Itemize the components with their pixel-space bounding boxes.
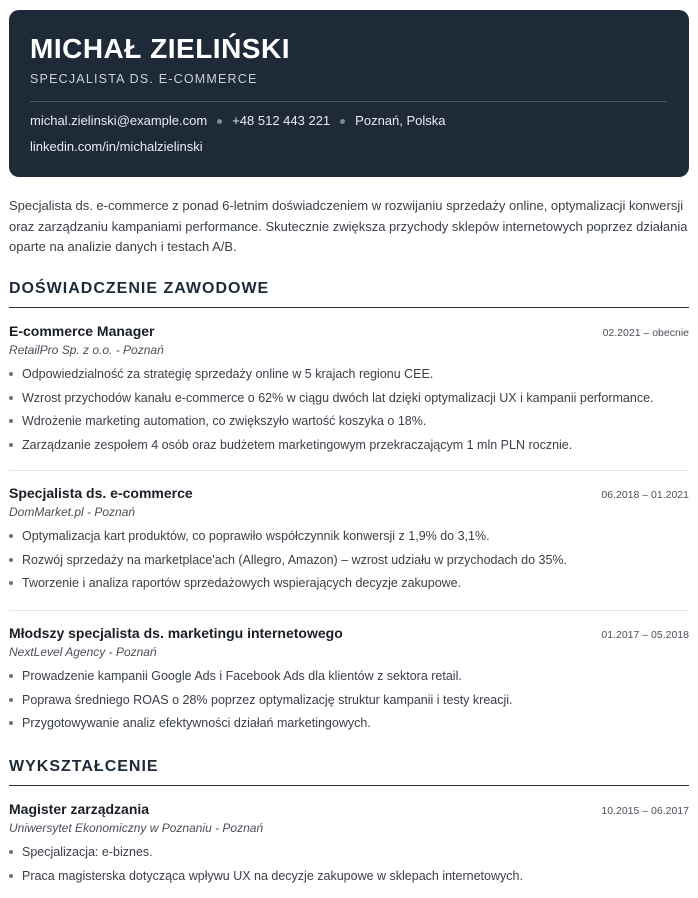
list-item: Zarządzanie zespołem 4 osób oraz budżetem marketingowym przekraczającym 1 mln PLN rocznie. xyxy=(9,437,689,453)
contact-info xyxy=(30,113,668,155)
education-entry xyxy=(9,800,689,884)
list-item: Wzrost przychodów kanału e-commerce o 62% w ciągu dwóch lat dzięki optymalizacji UX i kampanii performance. xyxy=(9,390,689,406)
list-item: Praca magisterska dotycząca wpływu UX na decyzje zakupowe w sklepach internetowych. xyxy=(9,868,689,884)
list-item: Prowadzenie kampanii Google Ads i Facebook Ads dla klientów z sektora retail. xyxy=(9,668,689,684)
resume-header xyxy=(9,10,689,177)
separator-dot-icon xyxy=(340,119,345,124)
education-bullets xyxy=(9,844,689,884)
list-item: Rozwój sprzedaży na marketplace'ach (Allegro, Amazon) – wzrost udziału w przychodach do 35%. xyxy=(9,552,689,568)
header-divider xyxy=(30,101,667,102)
list-item: Odpowiedzialność za strategię sprzedaży online w 5 krajach regionu CEE. xyxy=(9,366,689,382)
person-name: MICHAŁ ZIELIŃSKI xyxy=(30,33,290,64)
email-link[interactable]: michal.zielinski@example.com xyxy=(30,113,208,128)
location: Poznań, Polska xyxy=(355,113,446,128)
section-heading-experience: DOŚWIADCZENIE ZAWODOWE xyxy=(9,279,689,308)
profile-summary: Specjalista ds. e-commerce z ponad 6-letnim doświadczeniem w rozwijaniu sprzedaży online, optymalizacji konwersji oraz zarządzaniu kampaniami performance. Skutecznie zwiększa przychody sklepów internetowych poprzez działania oparte na analizie danych i testach A/B. xyxy=(9,198,688,254)
job-company: NextLevel Agency - Poznań xyxy=(9,645,157,659)
job-date: 02.2021 – obecnie xyxy=(602,327,689,339)
job-entry xyxy=(9,624,689,731)
phone-number[interactable]: +48 512 443 221 xyxy=(232,113,331,128)
list-item: Poprawa średniego ROAS o 28% poprzez optymalizację struktur kampanii i testy kreacji. xyxy=(9,692,689,708)
education-date: 10.2015 – 06.2017 xyxy=(601,805,689,817)
job-bullets xyxy=(9,528,689,591)
job-title: E-commerce Manager xyxy=(9,323,155,339)
job-date: 01.2017 – 05.2018 xyxy=(601,629,689,641)
entry-divider xyxy=(9,470,689,471)
list-item: Wdrożenie marketing automation, co zwiększyło wartość koszyka o 18%. xyxy=(9,413,689,429)
job-bullets xyxy=(9,366,689,453)
separator-dot-icon xyxy=(217,119,222,124)
job-company: DomMarket.pl - Poznań xyxy=(9,505,136,519)
list-item: Specjalizacja: e-biznes. xyxy=(9,844,689,860)
linkedin-link[interactable]: linkedin.com/in/michalzielinski xyxy=(30,139,203,154)
person-title: SPECJALISTA DS. E-COMMERCE xyxy=(30,72,258,86)
job-title: Młodszy specjalista ds. marketingu internetowego xyxy=(9,625,343,641)
list-item: Tworzenie i analiza raportów sprzedażowych wspierających decyzje zakupowe. xyxy=(9,575,689,591)
job-company: RetailPro Sp. z o.o. - Poznań xyxy=(9,343,164,357)
section-heading-education: WYKSZTAŁCENIE xyxy=(9,757,689,786)
job-entry xyxy=(9,322,689,453)
job-date: 06.2018 – 01.2021 xyxy=(601,489,689,501)
job-entry xyxy=(9,484,689,591)
job-bullets xyxy=(9,668,689,731)
degree-title: Magister zarządzania xyxy=(9,801,150,817)
job-title: Specjalista ds. e-commerce xyxy=(9,485,193,501)
list-item: Przygotowywanie analiz efektywności działań marketingowych. xyxy=(9,715,689,731)
school-name: Uniwersytet Ekonomiczny w Poznaniu - Poznań xyxy=(9,821,264,835)
entry-divider xyxy=(9,610,689,611)
list-item: Optymalizacja kart produktów, co poprawiło współczynnik konwersji z 1,9% do 3,1%. xyxy=(9,528,689,544)
